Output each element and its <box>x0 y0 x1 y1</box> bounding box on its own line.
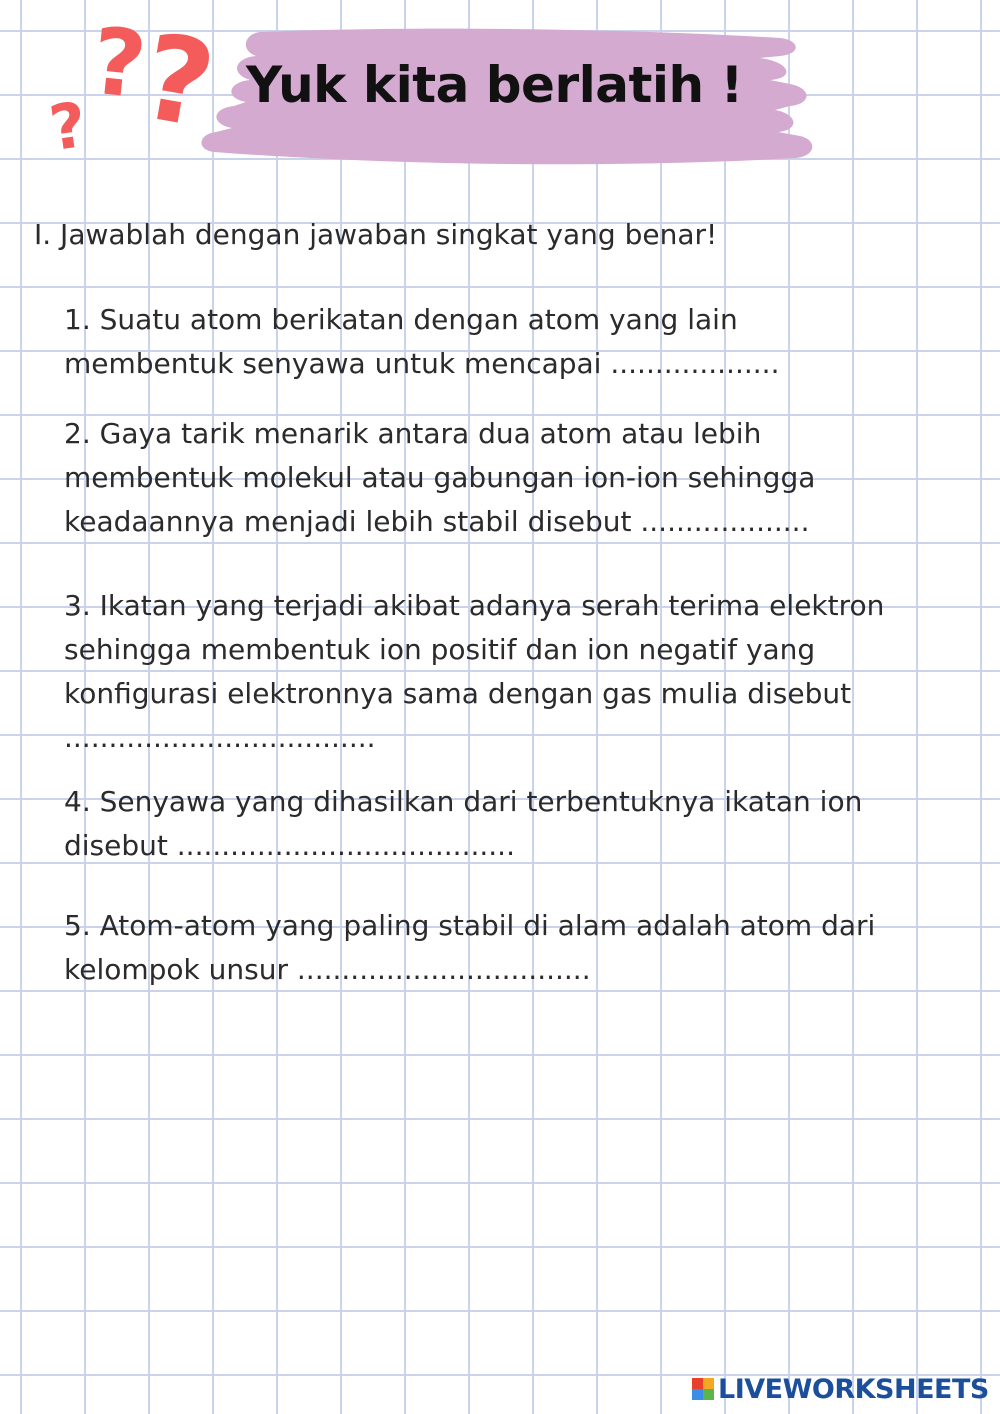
question-marks-icon: ? ? ? <box>45 7 224 166</box>
liveworksheets-logo-icon <box>692 1378 714 1400</box>
question-4: 4. Senyawa yang dihasilkan dari terbentuknya ikatan ion disebut ...................................... <box>64 785 863 862</box>
question-2: 2. Gaya tarik menarik antara dua atom atau lebih membentuk molekul atau gabungan ion-ion sehingga keadaannya menjadi lebih stabil disebut ................... <box>64 417 816 538</box>
question-5: 5. Atom-atom yang paling stabil di alam adalah atom dari kelompok unsur ................................. <box>64 909 876 986</box>
question-list <box>64 298 1000 986</box>
question-1: 1. Suatu atom berikatan dengan atom yang lain membentuk senyawa untuk mencapai ................... <box>64 303 780 380</box>
liveworksheets-logo <box>692 1372 989 1406</box>
logo-text: LIVEWORKSHEETS <box>718 1373 989 1405</box>
page-title: Yuk kita berlatih ! <box>246 56 743 114</box>
question-3: 3. Ikatan yang terjadi akibat adanya serah terima elektron sehingga membentuk ion positif dan ion negatif yang konfigurasi elektronnya sama dengan gas mulia disebut ................................... <box>64 589 885 754</box>
section-instruction: I. Jawablah dengan jawaban singkat yang benar! <box>34 218 718 251</box>
